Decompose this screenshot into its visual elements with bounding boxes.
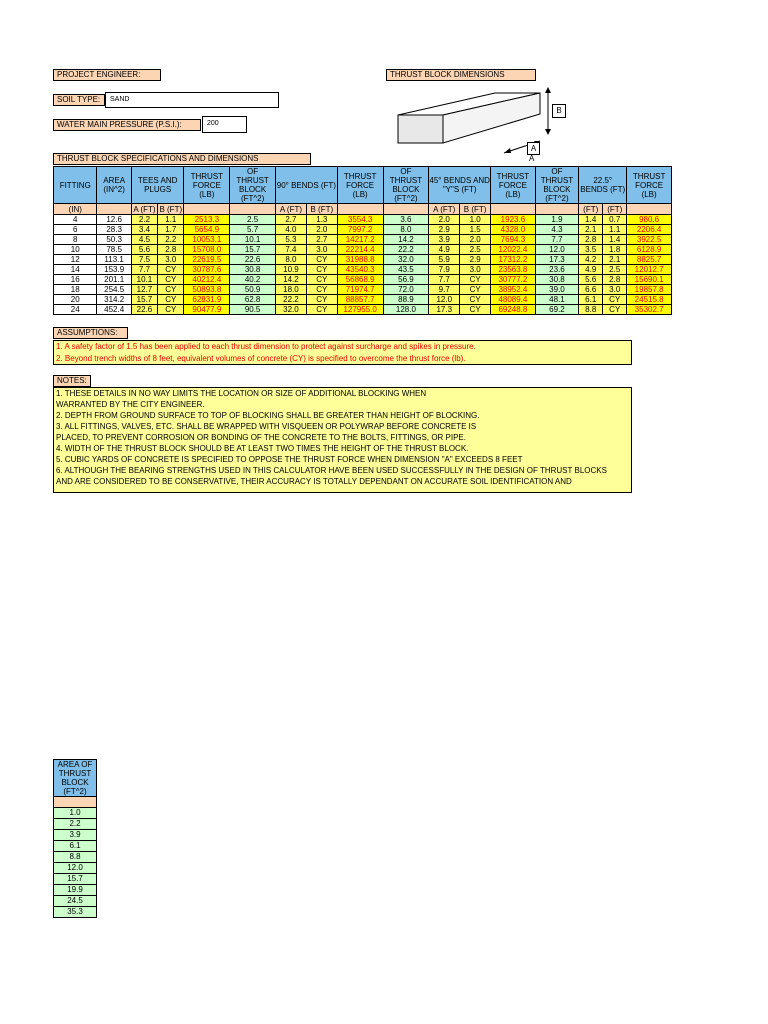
- table-cell[interactable]: 30777.2: [491, 275, 536, 285]
- sub-a1: A (FT): [131, 204, 157, 215]
- table-cell[interactable]: 4328.0: [491, 225, 536, 235]
- table-cell[interactable]: 980.6: [627, 215, 672, 225]
- col-bends-90: 90° BENDS (FT): [275, 167, 337, 204]
- table-row: [54, 235, 672, 245]
- area-row: [54, 830, 97, 841]
- table-cell[interactable]: 2.2: [158, 235, 184, 245]
- table-cell[interactable]: 5654.9: [184, 225, 230, 235]
- col-force-2: THRUST FORCE (LB): [337, 167, 383, 204]
- table-cell[interactable]: 3.6: [383, 215, 429, 225]
- area-row: [54, 896, 97, 907]
- table-cell[interactable]: 1.9: [535, 215, 578, 225]
- area-row: [54, 885, 97, 896]
- table-cell[interactable]: 56.9: [383, 275, 429, 285]
- table-row: [54, 285, 672, 295]
- table-cell[interactable]: 14.2: [275, 275, 306, 285]
- table-cell[interactable]: 2206.4: [627, 225, 672, 235]
- table-row: [54, 305, 672, 315]
- table-cell[interactable]: 17312.2: [491, 255, 536, 265]
- col-bends-45: 45° BENDS AND "Y"S (FT): [429, 167, 491, 204]
- table-cell[interactable]: CY: [460, 305, 491, 315]
- sub-of-2: [383, 204, 429, 215]
- assumptions-box: [53, 340, 632, 365]
- table-cell[interactable]: 6: [54, 225, 97, 235]
- sub-a4: (FT): [579, 204, 603, 215]
- table-cell[interactable]: 7.7: [535, 235, 578, 245]
- table-cell[interactable]: 15.7: [230, 245, 276, 255]
- table-cell[interactable]: 50893.8: [184, 285, 230, 295]
- assumption-line: 1. A safety factor of 1.5 has been applied to each thrust dimension to protect against surcharge and spikes in pressure.: [56, 342, 476, 351]
- area-cell[interactable]: 8.8: [54, 852, 97, 863]
- table-cell[interactable]: 2.5: [230, 215, 276, 225]
- table-cell[interactable]: 12022.4: [491, 245, 536, 255]
- table-cell[interactable]: 50.3: [97, 235, 131, 245]
- table-row: [54, 295, 672, 305]
- table-cell[interactable]: 15690.1: [627, 275, 672, 285]
- assumption-line: 2. Beyond trench widths of 8 feet, equivalent volumes of concrete (CY) is specified to overcome the thrust force (lb).: [56, 354, 466, 363]
- table-cell[interactable]: 6.6: [579, 285, 603, 295]
- table-cell[interactable]: 17.3: [429, 305, 460, 315]
- notes-box: [53, 387, 632, 493]
- table-cell[interactable]: 5.6: [131, 245, 157, 255]
- table-cell[interactable]: 8.8: [579, 305, 603, 315]
- table-cell[interactable]: 1.4: [603, 235, 627, 245]
- table-cell[interactable]: 2.0: [306, 225, 337, 235]
- table-cell[interactable]: CY: [460, 275, 491, 285]
- table-cell[interactable]: 71974.7: [337, 285, 383, 295]
- soil-type-label: SOIL TYPE:: [53, 94, 105, 106]
- sub-area: [97, 204, 131, 215]
- table-cell[interactable]: 4: [54, 215, 97, 225]
- table-cell[interactable]: 18.0: [275, 285, 306, 295]
- table-cell[interactable]: 7.9: [429, 265, 460, 275]
- table-cell[interactable]: CY: [306, 295, 337, 305]
- table-cell[interactable]: 48089.4: [491, 295, 536, 305]
- col-area: AREA (IN^2): [97, 167, 131, 204]
- col-of-3: OF THRUST BLOCK (FT^2): [535, 167, 578, 204]
- table-cell[interactable]: 22.2: [383, 245, 429, 255]
- table-cell[interactable]: 128.0: [383, 305, 429, 315]
- table-cell[interactable]: 8: [54, 235, 97, 245]
- table-cell[interactable]: 69.2: [535, 305, 578, 315]
- table-cell[interactable]: 62831.9: [184, 295, 230, 305]
- table-cell[interactable]: 4.0: [275, 225, 306, 235]
- table-cell[interactable]: 7997.2: [337, 225, 383, 235]
- table-cell[interactable]: CY: [306, 285, 337, 295]
- table-cell[interactable]: 22.6: [131, 305, 157, 315]
- table-cell[interactable]: 30.8: [230, 265, 276, 275]
- table-cell[interactable]: 12.0: [535, 245, 578, 255]
- table-cell[interactable]: CY: [158, 295, 184, 305]
- notes-title: NOTES:: [53, 375, 91, 387]
- sub-b3: B (FT): [460, 204, 491, 215]
- area-row: [54, 852, 97, 863]
- table-cell[interactable]: 30787.6: [184, 265, 230, 275]
- table-cell[interactable]: 22619.5: [184, 255, 230, 265]
- note-line: WARRANTED BY THE CITY ENGINEER.: [56, 400, 205, 409]
- area-row: [54, 819, 97, 830]
- table-cell[interactable]: 3.5: [579, 245, 603, 255]
- table-cell[interactable]: 2.0: [460, 235, 491, 245]
- table-cell[interactable]: 4.9: [429, 245, 460, 255]
- table-cell[interactable]: 88.9: [383, 295, 429, 305]
- table-cell[interactable]: 10.1: [230, 235, 276, 245]
- table-cell[interactable]: 1.5: [460, 225, 491, 235]
- soil-type-field[interactable]: SAND: [105, 92, 279, 108]
- table-cell[interactable]: 22214.4: [337, 245, 383, 255]
- col-fitting: FITTING: [54, 167, 97, 204]
- sub-of-3: [535, 204, 578, 215]
- table-cell[interactable]: 1.4: [579, 215, 603, 225]
- note-line: 5. CUBIC YARDS OF CONCRETE IS SPECIFIED TO OPPOSE THE THRUST FORCE WHEN DIMENSION "A" EXCEEDS 8 FEET: [56, 455, 523, 464]
- table-cell[interactable]: 62.8: [230, 295, 276, 305]
- table-cell[interactable]: 18: [54, 285, 97, 295]
- table-cell[interactable]: 7.5: [131, 255, 157, 265]
- area-cell[interactable]: 15.7: [54, 874, 97, 885]
- table-row: [54, 265, 672, 275]
- table-cell[interactable]: CY: [306, 275, 337, 285]
- table-cell[interactable]: 3.4: [131, 225, 157, 235]
- table-cell[interactable]: 2.8: [158, 245, 184, 255]
- table-row: [54, 275, 672, 285]
- table-cell[interactable]: 88857.7: [337, 295, 383, 305]
- table-cell[interactable]: 4.5: [131, 235, 157, 245]
- table-cell[interactable]: 90477.9: [184, 305, 230, 315]
- table-cell[interactable]: 48.1: [535, 295, 578, 305]
- col-force-4: THRUST FORCE (LB): [627, 167, 672, 204]
- area-cell[interactable]: 35.3: [54, 907, 97, 918]
- table-cell[interactable]: 0.7: [603, 215, 627, 225]
- note-line: 3. ALL FITTINGS, VALVES, ETC. SHALL BE WRAPPED WITH VISQUEEN OR POLYWRAP BEFORE CONCRETE IS: [56, 422, 477, 431]
- table-cell[interactable]: 314.2: [97, 295, 131, 305]
- table-cell[interactable]: 2.2: [131, 215, 157, 225]
- table-cell[interactable]: CY: [306, 305, 337, 315]
- table-cell[interactable]: CY: [158, 305, 184, 315]
- table-cell[interactable]: 10.9: [275, 265, 306, 275]
- table-cell[interactable]: 38952.4: [491, 285, 536, 295]
- table-cell[interactable]: 3.0: [460, 265, 491, 275]
- area-cell[interactable]: 19.9: [54, 885, 97, 896]
- col-force-1: THRUST FORCE (LB): [184, 167, 230, 204]
- table-cell[interactable]: 3.0: [158, 255, 184, 265]
- thrust-block-dimensions-label: THRUST BLOCK DIMENSIONS: [386, 69, 536, 81]
- note-line: 6. ALTHOUGH THE BEARING STRENGTHS USED IN THIS CALCULATOR HAVE BEEN USED SUCCESSFULLY IN THE DESIGN OF THRUST BLOCKS: [56, 466, 607, 475]
- col-of-1: OF THRUST BLOCK (FT^2): [230, 167, 276, 204]
- table-cell[interactable]: 1.8: [603, 245, 627, 255]
- dimension-b-label: B: [552, 104, 566, 118]
- area-table-header: AREA OF THRUST BLOCK (FT^2): [54, 760, 97, 797]
- table-cell[interactable]: 1.0: [460, 215, 491, 225]
- table-cell[interactable]: CY: [603, 295, 627, 305]
- sub-of-1: [230, 204, 276, 215]
- table-cell[interactable]: CY: [460, 295, 491, 305]
- table-cell[interactable]: 4.2: [579, 255, 603, 265]
- sub-b1: B (FT): [159, 204, 183, 214]
- water-pressure-label: WATER MAIN PRESSURE (P.S.I.):: [53, 119, 201, 131]
- note-line: 2. DEPTH FROM GROUND SURFACE TO TOP OF BLOCKING SHALL BE GREATER THAN HEIGHT OF BLOCKING.: [56, 411, 480, 420]
- table-cell[interactable]: CY: [460, 285, 491, 295]
- sub-b2: B (FT): [306, 204, 337, 215]
- table-cell[interactable]: 4.3: [535, 225, 578, 235]
- col-bends-22: 22.5° BENDS (FT): [579, 167, 627, 204]
- area-row: [54, 841, 97, 852]
- table-cell[interactable]: 113.1: [97, 255, 131, 265]
- water-pressure-field[interactable]: 200: [202, 116, 247, 133]
- area-cell[interactable]: 2.2: [54, 819, 97, 830]
- table-cell[interactable]: 10.1: [131, 275, 157, 285]
- table-cell[interactable]: 12: [54, 255, 97, 265]
- area-cell[interactable]: 24.5: [54, 896, 97, 907]
- table-cell[interactable]: 14: [54, 265, 97, 275]
- area-cell[interactable]: 3.9: [54, 830, 97, 841]
- table-cell[interactable]: 2.9: [460, 255, 491, 265]
- dimension-a-caption: A: [529, 154, 535, 163]
- table-cell[interactable]: 153.9: [97, 265, 131, 275]
- table-cell[interactable]: 5.6: [579, 275, 603, 285]
- sub-force-4: [627, 204, 672, 215]
- table-cell[interactable]: 19857.8: [627, 285, 672, 295]
- area-table: [53, 759, 97, 918]
- table-cell[interactable]: 7.7: [131, 265, 157, 275]
- area-row: [54, 874, 97, 885]
- table-cell[interactable]: CY: [306, 265, 337, 275]
- table-cell[interactable]: 3554.3: [337, 215, 383, 225]
- table-cell[interactable]: 452.4: [97, 305, 131, 315]
- assumptions-title: ASSUMPTIONS:: [53, 327, 128, 339]
- sub-b4: (FT): [603, 204, 627, 215]
- table-cell[interactable]: 12.7: [131, 285, 157, 295]
- table-cell[interactable]: 90.5: [230, 305, 276, 315]
- col-tees: TEES AND PLUGS: [131, 167, 184, 204]
- table-cell[interactable]: 56868.9: [337, 275, 383, 285]
- table-cell[interactable]: 43.5: [383, 265, 429, 275]
- table-cell[interactable]: 201.1: [97, 275, 131, 285]
- thrust-block-diagram: [392, 80, 572, 165]
- table-cell[interactable]: 7.4: [275, 245, 306, 255]
- note-line: AND ARE CONSIDERED TO BE CONSERVATIVE, THEIR ACCURACY IS TOTALLY DEPENDANT ON ACCURATE SOIL IDENTIFICATION AND: [56, 477, 572, 486]
- table-cell[interactable]: CY: [158, 285, 184, 295]
- table-cell[interactable]: 22.6: [230, 255, 276, 265]
- note-line: 1. THESE DETAILS IN NO WAY LIMITS THE LOCATION OR SIZE OF ADDITIONAL BLOCKING WHEN: [56, 389, 427, 398]
- table-cell[interactable]: 6.1: [579, 295, 603, 305]
- table-cell[interactable]: 14.2: [383, 235, 429, 245]
- table-cell[interactable]: 17.3: [535, 255, 578, 265]
- table-row: [54, 255, 672, 265]
- table-cell[interactable]: 3922.5: [627, 235, 672, 245]
- table-cell[interactable]: 10053.1: [184, 235, 230, 245]
- table-cell[interactable]: 40212.4: [184, 275, 230, 285]
- table-cell[interactable]: 23.6: [535, 265, 578, 275]
- table-cell[interactable]: 2.1: [603, 255, 627, 265]
- table-row: [54, 245, 672, 255]
- area-cell[interactable]: 1.0: [54, 808, 97, 819]
- table-cell[interactable]: 72.0: [383, 285, 429, 295]
- note-line: 4. WIDTH OF THE THRUST BLOCK SHOULD BE AT LEAST TWO TIMES THE HEIGHT OF THE THRUST BLOCK.: [56, 444, 469, 453]
- table-cell[interactable]: 32.0: [383, 255, 429, 265]
- table-cell[interactable]: 15.7: [131, 295, 157, 305]
- sub-a3: A (FT): [429, 204, 460, 215]
- table-cell[interactable]: 16: [54, 275, 97, 285]
- area-row: [54, 907, 97, 918]
- table-cell[interactable]: 12.6: [97, 215, 131, 225]
- sub-fitting: (IN): [54, 204, 97, 215]
- table-cell[interactable]: CY: [158, 275, 184, 285]
- table-cell[interactable]: 1923.6: [491, 215, 536, 225]
- table-cell[interactable]: 24515.8: [627, 295, 672, 305]
- table-cell[interactable]: 39.0: [535, 285, 578, 295]
- table-cell[interactable]: 12.0: [429, 295, 460, 305]
- table-cell[interactable]: 10: [54, 245, 97, 255]
- table-cell[interactable]: 2.5: [603, 265, 627, 275]
- table-cell[interactable]: 30.8: [535, 275, 578, 285]
- table-cell[interactable]: 7694.3: [491, 235, 536, 245]
- sub-a2: A (FT): [275, 204, 306, 215]
- table-cell[interactable]: 22.2: [275, 295, 306, 305]
- table-cell[interactable]: 14217.2: [337, 235, 383, 245]
- area-cell[interactable]: 6.1: [54, 841, 97, 852]
- table-cell[interactable]: 15708.0: [184, 245, 230, 255]
- table-cell[interactable]: 8.0: [275, 255, 306, 265]
- table-cell[interactable]: 3.0: [603, 285, 627, 295]
- table-cell[interactable]: 2.0: [429, 215, 460, 225]
- table-cell[interactable]: 1.3: [306, 215, 337, 225]
- sub-force-3: [491, 204, 536, 215]
- table-cell[interactable]: 2.5: [460, 245, 491, 255]
- table-cell[interactable]: 5.3: [275, 235, 306, 245]
- spec-table: [53, 166, 672, 315]
- table-cell[interactable]: 6128.9: [627, 245, 672, 255]
- table-cell[interactable]: 2.7: [306, 235, 337, 245]
- table-cell[interactable]: 1.1: [603, 225, 627, 235]
- table-cell[interactable]: 2.1: [579, 225, 603, 235]
- table-cell[interactable]: 78.5: [97, 245, 131, 255]
- table-cell[interactable]: 2.8: [579, 235, 603, 245]
- spec-title: THRUST BLOCK SPECIFICATIONS AND DIMENSIONS: [53, 153, 311, 165]
- table-cell[interactable]: 43540.3: [337, 265, 383, 275]
- table-cell[interactable]: 3.0: [306, 245, 337, 255]
- table-cell[interactable]: 24: [54, 305, 97, 315]
- table-cell[interactable]: 32.0: [275, 305, 306, 315]
- area-row: [54, 863, 97, 874]
- table-cell[interactable]: 20: [54, 295, 97, 305]
- table-cell[interactable]: 4.9: [579, 265, 603, 275]
- table-cell[interactable]: 31988.8: [337, 255, 383, 265]
- table-cell[interactable]: CY: [603, 305, 627, 315]
- table-cell[interactable]: 5.7: [230, 225, 276, 235]
- table-cell[interactable]: 254.5: [97, 285, 131, 295]
- table-cell[interactable]: 2513.3: [184, 215, 230, 225]
- table-cell[interactable]: 50.9: [230, 285, 276, 295]
- table-cell[interactable]: 8.0: [383, 225, 429, 235]
- area-cell[interactable]: 12.0: [54, 863, 97, 874]
- table-cell[interactable]: 40.2: [230, 275, 276, 285]
- col-force-3: THRUST FORCE (LB): [491, 167, 536, 204]
- table-row: [54, 215, 672, 225]
- table-cell[interactable]: 1.1: [158, 215, 184, 225]
- table-cell[interactable]: 2.7: [275, 215, 306, 225]
- table-cell[interactable]: 23563.8: [491, 265, 536, 275]
- area-table-blank: [54, 797, 97, 808]
- table-cell[interactable]: 28.3: [97, 225, 131, 235]
- table-cell[interactable]: 1.7: [158, 225, 184, 235]
- table-cell[interactable]: 127955.0: [337, 305, 383, 315]
- table-cell[interactable]: CY: [158, 265, 184, 275]
- table-cell[interactable]: 12012.7: [627, 265, 672, 275]
- dimension-a-label: A: [527, 142, 540, 155]
- col-of-2: OF THRUST BLOCK (FT^2): [383, 167, 429, 204]
- table-cell[interactable]: 9.7: [429, 285, 460, 295]
- note-line: PLACED, TO PREVENT CORROSION OR BONDING OF THE CONCRETE TO THE BOLTS, FITTINGS, OR PIPE.: [56, 433, 466, 442]
- table-cell[interactable]: 69248.8: [491, 305, 536, 315]
- table-cell[interactable]: 7.7: [429, 275, 460, 285]
- area-row: [54, 808, 97, 819]
- sub-force-2: [337, 204, 383, 215]
- table-cell[interactable]: 2.9: [429, 225, 460, 235]
- table-cell[interactable]: 35302.7: [627, 305, 672, 315]
- table-cell[interactable]: 5.9: [429, 255, 460, 265]
- sub-force-1: [184, 204, 230, 215]
- table-cell[interactable]: 2.8: [603, 275, 627, 285]
- table-row: [54, 225, 672, 235]
- table-cell[interactable]: 3.9: [429, 235, 460, 245]
- table-cell[interactable]: CY: [306, 255, 337, 265]
- project-engineer-label: PROJECT ENGINEER:: [53, 69, 161, 81]
- table-cell[interactable]: 8825.7: [627, 255, 672, 265]
